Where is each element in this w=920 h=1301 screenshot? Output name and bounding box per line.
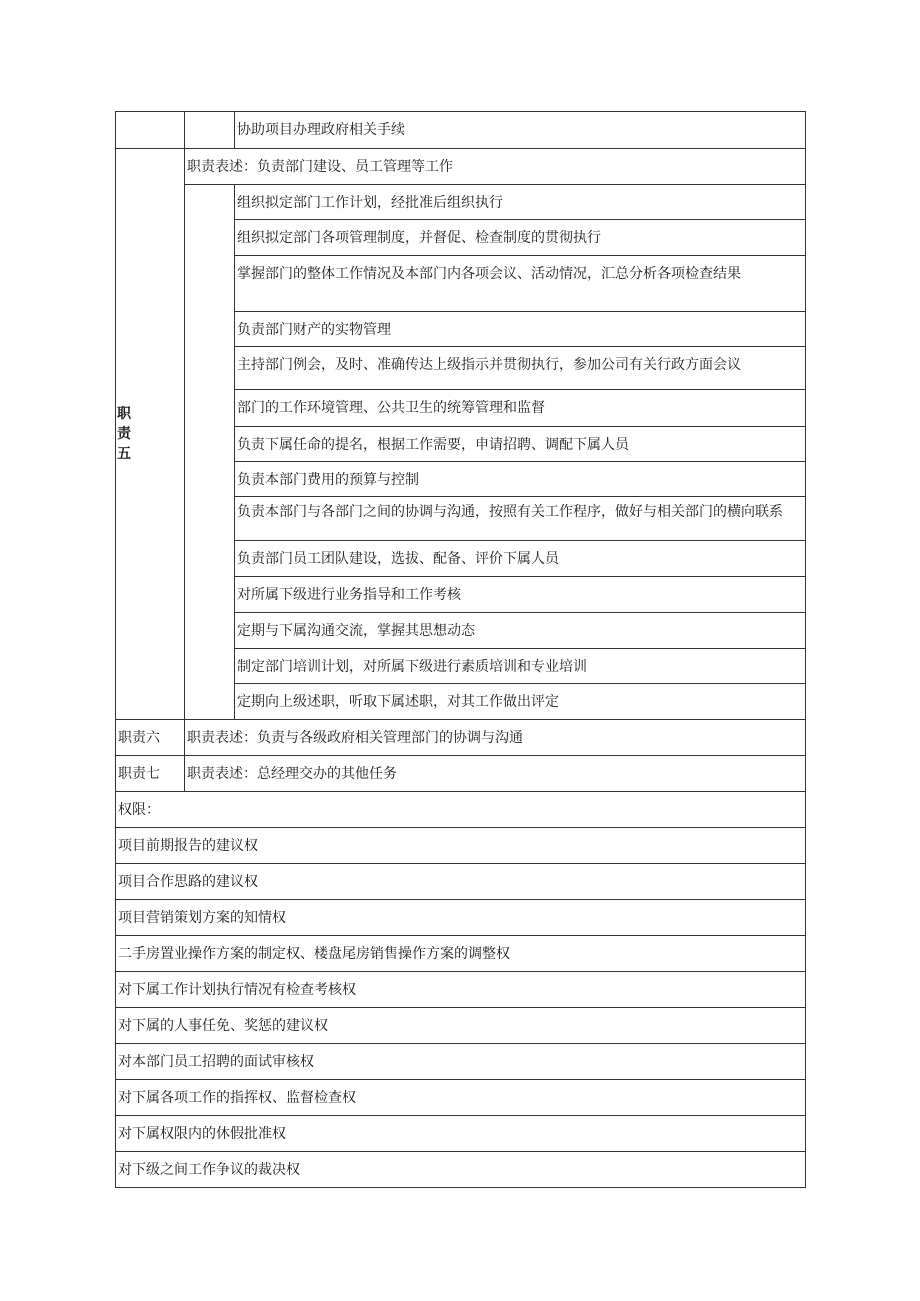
duty-item: 负责本部门与各部门之间的协调与沟通，按照有关工作程序，做好与相关部门的横向联系 xyxy=(235,497,806,541)
authority-item: 项目合作思路的建议权 xyxy=(116,864,806,900)
authority-item: 对下属权限内的休假批准权 xyxy=(116,1116,806,1152)
authority-item: 二手房置业操作方案的制定权、楼盘尾房销售操作方案的调整权 xyxy=(116,936,806,972)
duty6-label: 职责六 xyxy=(116,720,185,756)
table-row xyxy=(116,792,806,828)
table-row xyxy=(116,149,806,185)
table-row xyxy=(116,972,806,1008)
duty-item: 组织拟定部门各项管理制度，并督促、检查制度的贯彻执行 xyxy=(235,220,806,256)
duty6-description: 职责表述：负责与各级政府相关管理部门的协调与沟通 xyxy=(185,720,806,756)
table-row xyxy=(116,720,806,756)
table-row xyxy=(116,1044,806,1080)
duty-item: 负责部门财产的实物管理 xyxy=(235,312,806,347)
duty-item: 负责部门员工团队建设，选拔、配备、评价下属人员 xyxy=(235,541,806,577)
authority-item: 项目前期报告的建议权 xyxy=(116,828,806,864)
table-row xyxy=(116,112,806,149)
duty-item: 定期向上级述职，听取下属述职，对其工作做出评定 xyxy=(235,684,806,720)
empty-cell xyxy=(185,112,235,149)
duty5-description: 职责表述：负责部门建设、员工管理等工作 xyxy=(185,149,806,185)
table-row xyxy=(116,1008,806,1044)
table-row xyxy=(116,756,806,792)
duty-item: 主持部门例会，及时、准确传达上级指示并贯彻执行，参加公司有关行政方面会议 xyxy=(235,347,806,390)
duty7-description: 职责表述：总经理交办的其他任务 xyxy=(185,756,806,792)
authority-item: 对下属各项工作的指挥权、监督检查权 xyxy=(116,1080,806,1116)
duty-item: 协助项目办理政府相关手续 xyxy=(235,112,806,149)
duty-item: 掌握部门的整体工作情况及本部门内各项会议、活动情况，汇总分析各项检查结果 xyxy=(235,256,806,312)
table-row xyxy=(116,864,806,900)
duty-item: 负责下属任命的提名，根据工作需要，申请招聘、调配下属人员 xyxy=(235,427,806,462)
table-row xyxy=(116,185,806,220)
authority-item: 对下属的人事任免、奖惩的建议权 xyxy=(116,1008,806,1044)
table-row xyxy=(116,1116,806,1152)
duty-item: 定期与下属沟通交流，掌握其思想动态 xyxy=(235,613,806,649)
authority-item: 对下级之间工作争议的裁决权 xyxy=(116,1152,806,1188)
duty-item: 部门的工作环境管理、公共卫生的统筹管理和监督 xyxy=(235,390,806,427)
duty-item: 对所属下级进行业务指导和工作考核 xyxy=(235,577,806,613)
table-row xyxy=(116,936,806,972)
authority-item: 对本部门员工招聘的面试审核权 xyxy=(116,1044,806,1080)
responsibility-table xyxy=(115,111,806,1188)
table-row xyxy=(116,900,806,936)
duty5-label: 职责五 xyxy=(116,149,185,720)
table-row xyxy=(116,1152,806,1188)
table-row xyxy=(116,1080,806,1116)
duty-item: 组织拟定部门工作计划，经批准后组织执行 xyxy=(235,185,806,220)
authority-item: 项目营销策划方案的知情权 xyxy=(116,900,806,936)
authority-item: 对下属工作计划执行情况有检查考核权 xyxy=(116,972,806,1008)
duty-item: 制定部门培训计划，对所属下级进行素质培训和专业培训 xyxy=(235,649,806,684)
empty-cell xyxy=(116,112,185,149)
duty7-label: 职责七 xyxy=(116,756,185,792)
duty-item: 负责本部门费用的预算与控制 xyxy=(235,462,806,497)
authority-title: 权限： xyxy=(116,792,806,828)
empty-cell xyxy=(185,185,235,720)
table-row xyxy=(116,828,806,864)
